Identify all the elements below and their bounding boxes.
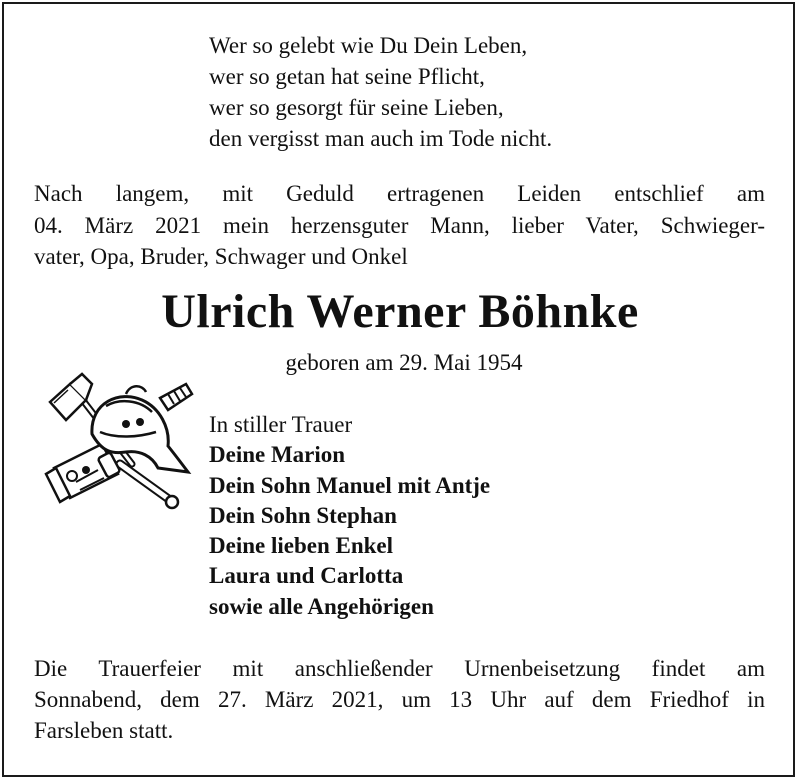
poem-line: den vergisst man auch im Tode nicht. (209, 126, 553, 151)
funeral-line: Die Trauerfeier mit anschließender Urnenbeisetzung findet am (34, 656, 765, 681)
poem-line: Wer so gelebt wie Du Dein Leben, (209, 33, 528, 58)
announcement-line: vater, Opa, Bruder, Schwager und Onkel (34, 244, 408, 269)
funeral-details (34, 653, 765, 746)
mourners-heading: In stiller Trauer (209, 412, 353, 437)
announcement-text (34, 178, 765, 273)
announcement-line: 04. März 2021 mein herzensguter Mann, lieber Vater, Schwieger- (34, 212, 765, 238)
mourner-name: Dein Sohn Stephan (209, 502, 397, 528)
memorial-poem (209, 30, 552, 154)
funeral-line: Sonnabend, dem 27. März 2021, um 13 Uhr auf dem Friedhof in (34, 687, 765, 712)
announcement-line: Nach langem, mit Geduld ertragenen Leiden entschlief am (34, 181, 765, 206)
poem-line: wer so getan hat seine Pflicht, (209, 64, 485, 89)
firefighter-emblem-icon (40, 372, 200, 522)
mourner-name: Deine lieben Enkel (209, 533, 394, 559)
poem-line: wer so gesorgt für seine Lieben, (209, 95, 504, 120)
funeral-line: Farsleben statt. (34, 718, 174, 743)
mourner-name: Deine Marion (209, 442, 346, 468)
mourners-list (209, 410, 490, 622)
mourner-name: Dein Sohn Manuel mit Antje (209, 472, 491, 498)
mourner-name: Laura und Carlotta (209, 563, 404, 589)
mourner-name: sowie alle Angehörigen (209, 593, 434, 619)
birth-date: geboren am 29. Mai 1954 (285, 350, 523, 375)
deceased-name: Ulrich Werner Böhnke (161, 285, 639, 338)
